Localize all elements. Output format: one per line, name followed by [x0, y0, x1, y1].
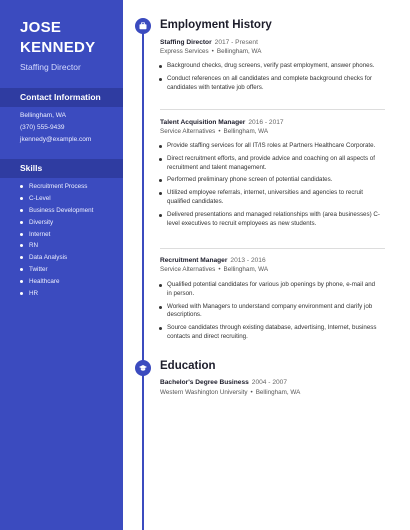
- job-company: Express Services: [160, 48, 209, 55]
- job-title: [160, 257, 266, 264]
- employment-heading: Employment History: [160, 19, 272, 31]
- job-title: [160, 39, 258, 46]
- skills-list: [20, 181, 93, 300]
- job-bullet: Direct recruitment efforts, and provide advice and coaching on all aspects of recruitment and talent management.: [158, 155, 380, 173]
- skill-item: Twitter: [20, 264, 93, 276]
- job-divider: [160, 109, 385, 110]
- job-location: Bellingham, WA: [223, 266, 269, 273]
- candidate-title: Staffing Director: [20, 62, 81, 72]
- school-name: Western Washington University: [160, 389, 248, 396]
- job-bullet: Source candidates through existing database, advertising, Internet, business contacts and direct recruiting.: [158, 324, 380, 342]
- job-meta: Service Alternatives • Bellingham, WA: [160, 128, 269, 135]
- contact-heading: Contact Information: [0, 88, 123, 107]
- education-heading: Education: [160, 360, 216, 372]
- contact-email[interactable]: jkennedy@example.com: [20, 136, 92, 143]
- job-dates: 2016 - 2017: [248, 119, 284, 126]
- graduation-cap-icon: [135, 360, 151, 376]
- job-bullet: Delivered presentations and managed relationships with (area businesses) C-level executives to recruit employees as new students.: [158, 211, 380, 229]
- candidate-name: [20, 18, 120, 58]
- job-bullets: [158, 142, 380, 232]
- job-title-text: Talent Acquisition Manager: [160, 119, 246, 126]
- job-bullet: Utilized employee referrals, internet, universities and agencies to recruit qualified candidates.: [158, 189, 380, 207]
- school-location: Bellingham, WA: [255, 389, 301, 396]
- skill-item: Healthcare: [20, 276, 93, 288]
- job-divider: [160, 248, 385, 249]
- job-bullet: Provide staffing services for all IT/IS roles at Partners Healthcare Corporate.: [158, 142, 380, 151]
- skill-item: RN: [20, 240, 93, 252]
- job-bullets: [158, 281, 380, 346]
- timeline-line: [142, 25, 144, 530]
- job-title: [160, 119, 284, 126]
- school-meta: Western Washington University • Bellingham, WA: [160, 389, 301, 396]
- contact-phone: (370) 555-9439: [20, 124, 65, 131]
- job-company: Service Alternatives: [160, 128, 216, 135]
- skill-item: Data Analysis: [20, 252, 93, 264]
- job-location: Bellingham, WA: [223, 128, 269, 135]
- job-title-text: Staffing Director: [160, 39, 212, 46]
- job-dates: 2017 - Present: [214, 39, 258, 46]
- skill-item: Recruitment Process: [20, 181, 93, 193]
- degree-text: Bachelor's Degree Business: [160, 379, 249, 386]
- job-meta: Service Alternatives • Bellingham, WA: [160, 266, 269, 273]
- sidebar: [0, 0, 123, 530]
- skill-item: Business Development: [20, 205, 93, 217]
- name-first: JOSE: [20, 19, 62, 36]
- job-company: Service Alternatives: [160, 266, 216, 273]
- skill-item: Diversity: [20, 217, 93, 229]
- job-bullet: Background checks, drug screens, verify past employment, answer phones.: [158, 62, 380, 71]
- job-meta: Express Services • Bellingham, WA: [160, 48, 262, 55]
- briefcase-icon: [135, 18, 151, 34]
- job-bullet: Qualified potential candidates for various job openings by phone, e-mail and in person.: [158, 281, 380, 299]
- job-title-text: Recruitment Manager: [160, 257, 228, 264]
- name-last: KENNEDY: [20, 39, 96, 56]
- degree-title: [160, 379, 287, 386]
- skills-heading: Skills: [0, 159, 123, 178]
- contact-location: Bellingham, WA: [20, 112, 66, 119]
- degree-dates: 2004 - 2007: [251, 379, 287, 386]
- job-bullet: Performed preliminary phone screen of potential candidates.: [158, 176, 380, 185]
- job-bullet: Conduct references on all candidates and complete background checks for candidates with tentative job offers.: [158, 75, 380, 93]
- job-dates: 2013 - 2016: [230, 257, 266, 264]
- skill-item: HR: [20, 288, 93, 300]
- skill-item: Internet: [20, 229, 93, 241]
- skill-item: C-Level: [20, 193, 93, 205]
- job-location: Bellingham, WA: [216, 48, 262, 55]
- job-bullet: Worked with Managers to understand company environment and clarify job descriptions.: [158, 303, 380, 321]
- job-bullets: [158, 62, 380, 96]
